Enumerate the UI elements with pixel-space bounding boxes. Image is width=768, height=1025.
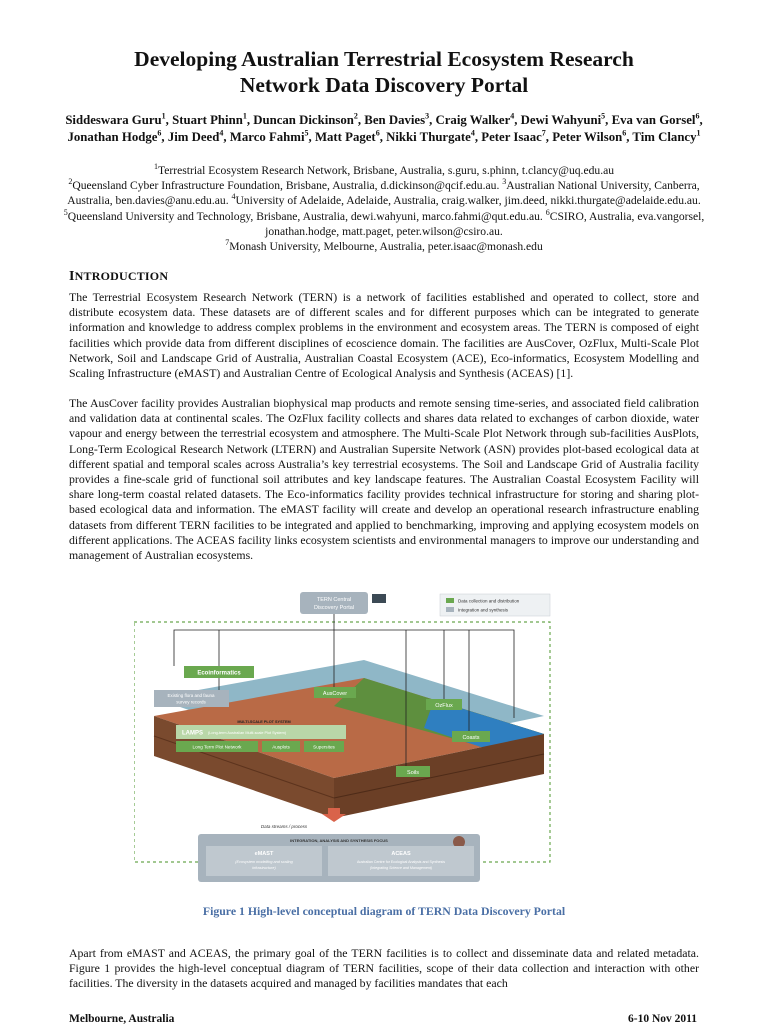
author-name: Peter Isaac — [481, 129, 542, 144]
integration-focus-label: INTEGRATION, ANALYSIS AND SYNTHESIS FOCUS — [290, 838, 388, 843]
aceas-label: ACEAS — [391, 851, 411, 857]
lamps-sublabel: (Long-term Australian Multi-scale Plot System) — [208, 731, 287, 735]
author-affiliation-marker: 6 — [157, 128, 162, 138]
auscover-label: AusCover — [322, 691, 348, 697]
affiliation-marker: 6 — [545, 207, 550, 217]
author-affiliation-marker: 6 — [622, 128, 627, 138]
portal-label-line-2: Discovery Portal — [313, 605, 355, 611]
affiliation-marker: 7 — [225, 238, 230, 248]
title-line-1: Developing Australian Terrestrial Ecosystem Research — [134, 47, 634, 71]
affiliation-marker: 2 — [68, 177, 73, 187]
existing-records-line-2: survey records — [176, 699, 206, 705]
author-affiliation-marker: 4 — [510, 111, 515, 121]
author-affiliation-marker: 5 — [601, 111, 606, 121]
soils-label: Soils — [407, 770, 419, 776]
ozflux-label: OzFlux — [435, 703, 453, 709]
section-initial: I — [69, 269, 75, 284]
author-affiliation-marker: 6 — [375, 128, 380, 138]
author-affiliation-marker: 1 — [242, 111, 247, 121]
affiliation-text: Queensland Cyber Infrastructure Foundation, Brisbane, Australia, d.dickinson@qcif.edu.au. — [72, 179, 503, 193]
author-name: Siddeswara Guru — [65, 113, 162, 127]
author-affiliation-marker: 3 — [425, 111, 430, 121]
legend-label-integration: Integration and synthesis — [458, 607, 509, 613]
emast-sublabel-2: infrastructure) — [252, 866, 276, 870]
ecoinformatics-label: Ecoinformatics — [197, 670, 241, 677]
affiliation-marker: 5 — [63, 207, 68, 217]
author-name: Matt Paget — [314, 129, 376, 144]
emast-label: eMAST — [254, 851, 274, 857]
paper-title — [60, 46, 708, 98]
footer-location: Melbourne, Australia — [69, 1013, 175, 1025]
author-affiliation-marker: 1 — [696, 128, 701, 138]
supersites-label: Supersites — [313, 744, 335, 750]
title-line-2: Network Data Discovery Portal — [239, 73, 529, 97]
affiliation-text: Queensland University and Technology, Brisbane, Australia, dewi.wahyuni, marco.fahmi@qut.edu.au. — [67, 209, 546, 223]
affiliation-marker: 4 — [231, 192, 236, 202]
section-heading-introduction — [69, 269, 168, 285]
legend-label-collection: Data collection and distribution — [458, 598, 520, 604]
laptop-icon — [372, 594, 386, 603]
affiliation-text: CSIRO, Australia, eva.vangorsel, jonathan.hodge, matt.paget, peter.wilson@csiro.au. — [265, 209, 705, 238]
author-name: Stuart Phinn — [172, 113, 243, 127]
legend-swatch-collection — [446, 598, 454, 603]
legend-swatch-integration — [446, 607, 454, 612]
author-name: Nikki Thurgate — [386, 129, 471, 144]
footer-date: 6-10 Nov 2011 — [628, 1013, 697, 1025]
affiliation-marker: 1 — [153, 162, 158, 172]
aceas-sublabel-1: Australian Centre for Ecological Analysis and Synthesis — [356, 860, 446, 864]
author-name: Peter Wilson — [552, 129, 623, 144]
paragraph-3: Apart from eMAST and ACEAS, the primary goal of the TERN facilities is to collect and disseminate data and related metadata. Figure 1 provides the high-level conceptual diagram of TERN facilities, scope of their data collection and interaction with other facilities. The diversity in the datasets acquired and managed by facilities mandates that each — [69, 946, 699, 991]
paragraph-1: The Terrestrial Ecosystem Research Network (TERN) is a network of facilities established and operated to collect, store and distribute ecosystem data. These datasets are of different scales and for different purposes which can be integrated to generate information and knowledge to address complex problems in the environment and ecosystem areas. The TERN is composed of eight facilities which provide data from different disciplines of ecoscience domain. The facilities are AusCover, OzFlux, Multi-Scale Plot Network, Soil and Landscape Grid of Australia, Australian Coastal Ecosystem (ACE), Eco-informatics, Ecosystem Modelling and Scaling Infrastructure (eMAST) and Australian Centre of Ecological Analysis and Synthesis (ACEAS) [1]. — [69, 290, 699, 381]
affiliation-list — [60, 163, 708, 254]
data-streams-label: Data streams / process — [260, 824, 308, 829]
emast-sublabel-1: (Ecosystem modelling and scaling — [235, 860, 293, 864]
affiliation-text: Monash University, Melbourne, Australia, peter.isaac@monash.edu — [229, 240, 543, 254]
coasts-label: Coasts — [462, 735, 480, 741]
affiliation-text: University of Adelaide, Adelaide, Australia, craig.walker, jim.deed, nikki.thurgate@adelaide.edu.au. — [235, 194, 701, 208]
affiliation-text: Australian National University, Canberra, Australia, ben.davies@anu.edu.au. — [67, 179, 700, 208]
multi-scale-plot-system-label: MULTI-SCALE PLOT SYSTEM — [237, 720, 291, 724]
tern-conceptual-diagram — [134, 588, 554, 888]
portal-label-line-1: TERN Central — [316, 597, 352, 603]
author-affiliation-marker: 4 — [219, 128, 224, 138]
author-name: Marco Fahmi — [229, 129, 305, 144]
affiliation-marker: 3 — [502, 177, 507, 187]
author-list: Siddeswara Guru$^1$, Stuart Phinn$^1$, Duncan Dickinson$^2$, Ben Davies$^3$, Craig Walker$^4$, Dewi Wahyuni$^5$, Eva van Gorsel$^6$, Jonathan Hodge$^6$, Jim Deed$^4$, Marco Fahmi$^5$, Matt Paget$^6$, Nikki Thurgate$^4$, Peter Isaac$^7$, Peter Wilson$^6$, Tim Clancy$^1$ — [65, 111, 703, 144]
author-affiliation-marker: 1 — [161, 111, 166, 121]
author-name: Jim Deed — [167, 129, 220, 144]
author-affiliation-marker: 4 — [470, 128, 475, 138]
lamps-label: LAMPS — [182, 730, 203, 737]
author-affiliation-marker: 2 — [353, 111, 358, 121]
author-name: Ben Davies — [364, 113, 426, 127]
figure-caption: Figure 1 High-level conceptual diagram of TERN Data Discovery Portal — [202, 904, 566, 918]
ausplots-label: Ausplots — [272, 744, 290, 750]
ltpn-label: Long Term Plot Network — [192, 744, 242, 750]
author-name: Craig Walker — [435, 113, 511, 127]
existing-records-line-1: Existing flora and fauna — [167, 693, 215, 698]
aceas-sublabel-2: (Integrating Science and Management) — [369, 866, 433, 870]
paragraph-2: The AusCover facility provides Australian biophysical map products and remote sensing time-series, and associated field calibration and validation data at continental scales. The OzFlux facility collects and shares data related to exchanges of carbon dioxide, water vapour and energy between the terrestrial ecosystem and atmosphere. The Multi-Scale Plot Network through sub-facilities AusPlots, Long-Term Ecological Research Network (LTERN) and Australian Supersite Network (ASN) provides plot-based ecological data at different spatial and temporal scales across Australia’s key terrestrial ecosystems. The Soil and Landscape Grid of Australia facility provides a fine-scale grid of functional soil attributes and key landscape features. The Australian Coastal Ecosystem Facility will share long-term coastal related datasets. The Eco-informatics facility provides technical infrastructure for storing and sharing plot-based ecological data and information. The eMAST facility will create and develop an operational research infrastructure enabling datasets from different TERN facilities to be integrated and applied to benchmarking, improving and applying ecosystem models on different applications. The ACEAS facility links ecosystem scientists and environmental managers to improve our understanding and management of Australian ecosystems. — [69, 396, 699, 563]
legend-box — [440, 594, 550, 616]
author-name: Jonathan Hodge — [67, 129, 158, 144]
author-affiliation-marker: 5 — [304, 128, 309, 138]
section-rest: NTRODUCTION — [74, 269, 169, 283]
author-name: Duncan Dickinson — [253, 113, 354, 127]
author-name: Dewi Wahyuni — [520, 113, 602, 127]
author-affiliation-marker: 7 — [541, 128, 546, 138]
author-name: Eva van Gorsel — [611, 113, 696, 127]
affiliation-text: Terrestrial Ecosystem Research Network, Brisbane, Australia, s.guru, s.phinn, t.clancy@uq.edu.au — [157, 164, 615, 177]
author-name: Tim Clancy — [632, 129, 697, 144]
author-affiliation-marker: 6 — [695, 111, 700, 121]
